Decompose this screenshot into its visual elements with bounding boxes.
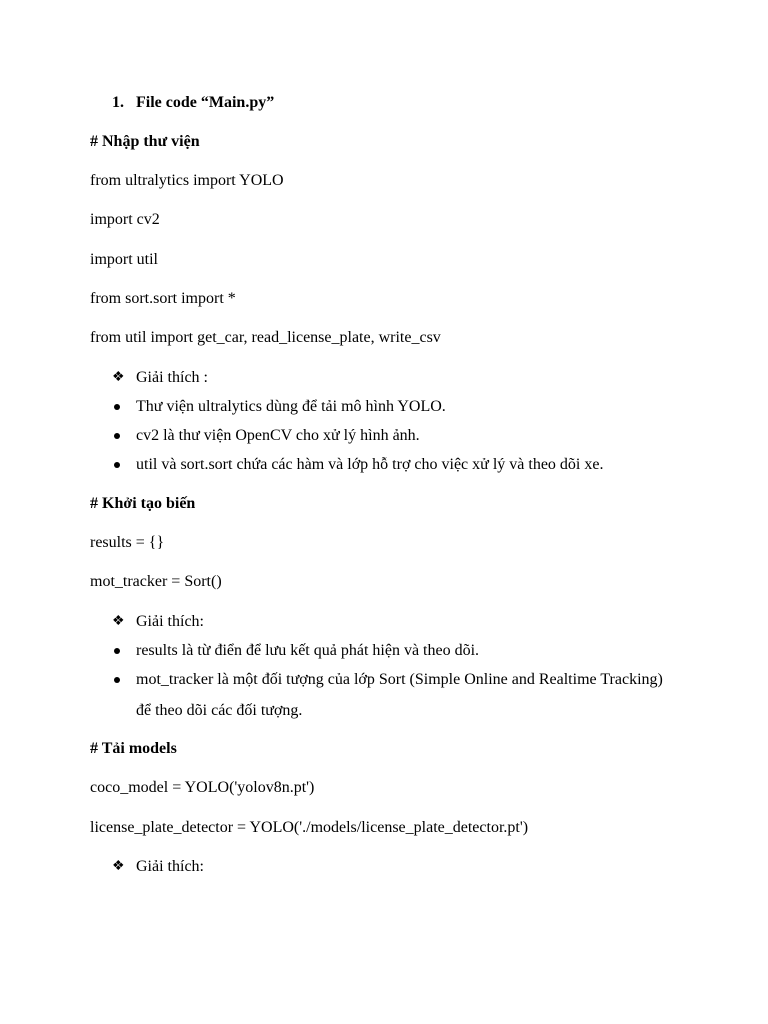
bullet-text: results là từ điển để lưu kết quả phát hiện và theo dõi. [136,642,480,659]
section-number: 1. [112,94,124,111]
init-heading: # Khởi tạo biến [90,495,196,512]
explain-label: Giải thích: [136,858,204,875]
code-line: import util [90,251,158,268]
code-line: license_plate_detector = YOLO('./models/license_plate_detector.pt') [90,819,529,836]
explain-label: Giải thích: [136,613,204,630]
import-heading: # Nhập thư viện [90,133,200,150]
bullet-text: cv2 là thư viện OpenCV cho xử lý hình ảnh. [136,427,420,444]
bullet-text: mot_tracker là một đối tượng của lớp Sort (Simple Online and Realtime Tracking) [136,671,663,688]
code-line: import cv2 [90,211,160,228]
bullet-dot-icon [114,648,120,654]
explain-label: Giải thích : [136,369,208,386]
section-title: File code “Main.py” [136,94,275,111]
bullet-dot-icon [114,677,120,683]
code-line: results = {} [90,534,165,551]
bullet-text: util và sort.sort chứa các hàm và lớp hỗ trợ cho việc xử lý và theo dõi xe. [136,456,604,473]
code-line: coco_model = YOLO('yolov8n.pt') [90,779,315,796]
diamond-bullet-icon: ❖ [112,614,125,629]
bullet-dot-icon [114,404,120,410]
diamond-bullet-icon: ❖ [112,859,125,874]
bullet-dot-icon [114,462,120,468]
diamond-bullet-icon: ❖ [112,370,125,385]
models-heading: # Tải models [90,740,177,757]
bullet-dot-icon [114,433,120,439]
code-line: mot_tracker = Sort() [90,573,222,590]
bullet-text-continued: để theo dõi các đối tượng. [136,702,303,719]
code-line: from util import get_car, read_license_plate, write_csv [90,329,441,346]
code-line: from sort.sort import * [90,290,236,307]
bullet-text: Thư viện ultralytics dùng để tải mô hình YOLO. [136,398,446,415]
code-line: from ultralytics import YOLO [90,172,284,189]
